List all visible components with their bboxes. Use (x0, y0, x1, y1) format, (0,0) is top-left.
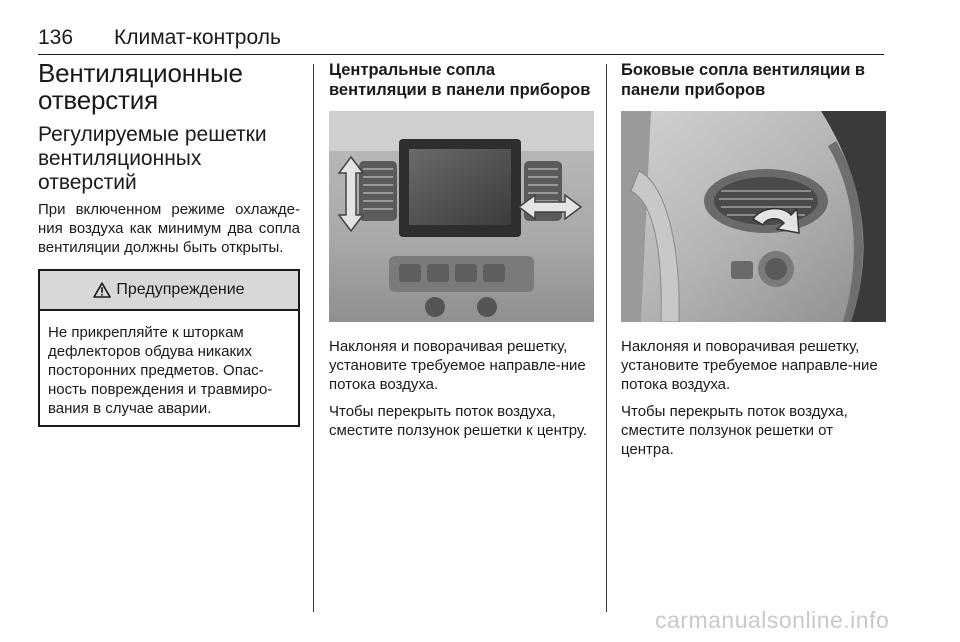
side-vents-paragraph-2: Чтобы перекрыть поток воздуха, сместите ползунок решетки от центра. (621, 403, 848, 458)
watermark: carmanualsonline.info (655, 607, 890, 633)
warning-body (40, 311, 298, 425)
column-left (38, 60, 300, 427)
side-vents-photo (621, 111, 886, 322)
section-title: Вентиляционные отверстия (38, 58, 243, 115)
warning-triangle-icon (93, 282, 111, 298)
side-vents-heading: Боковые сопла вентиляции в панели приборов (621, 61, 866, 99)
intro-paragraph: При включенном режиме охлажде-ния воздуха как минимум два сопла вентиляции должны быть открыты. (38, 201, 300, 256)
center-vents-heading: Центральные сопла вентиляции в панели приборов (329, 61, 591, 99)
center-vents-paragraph-1: Наклоняя и поворачивая решетку, установите требуемое направле-ние потока воздуха. (329, 338, 586, 393)
warning-text: Не прикрепляйте к шторкам дефлекторов обдува никаких посторонних предметов. Опас-ность повреждения и травмиро-вания в случае аварии. (48, 324, 273, 417)
page-number: 136 (38, 26, 74, 49)
subsection-title: Регулируемые решетки вентиляционных отверстий (38, 123, 267, 194)
column-middle (329, 60, 594, 448)
column-right (621, 60, 886, 467)
page-header (38, 26, 884, 55)
column-divider (313, 64, 314, 612)
center-vents-photo (329, 111, 594, 322)
warning-label: Предупреждение (116, 281, 245, 298)
warning-header (40, 271, 298, 311)
warning-box (38, 269, 300, 427)
column-divider (606, 64, 607, 612)
side-vents-paragraph-1: Наклоняя и поворачивая решетку, установите требуемое направле-ние потока воздуха. (621, 338, 878, 393)
running-title: Климат-контроль (114, 26, 281, 49)
center-vents-paragraph-2: Чтобы перекрыть поток воздуха, сместите ползунок решетки к центру. (329, 403, 588, 439)
